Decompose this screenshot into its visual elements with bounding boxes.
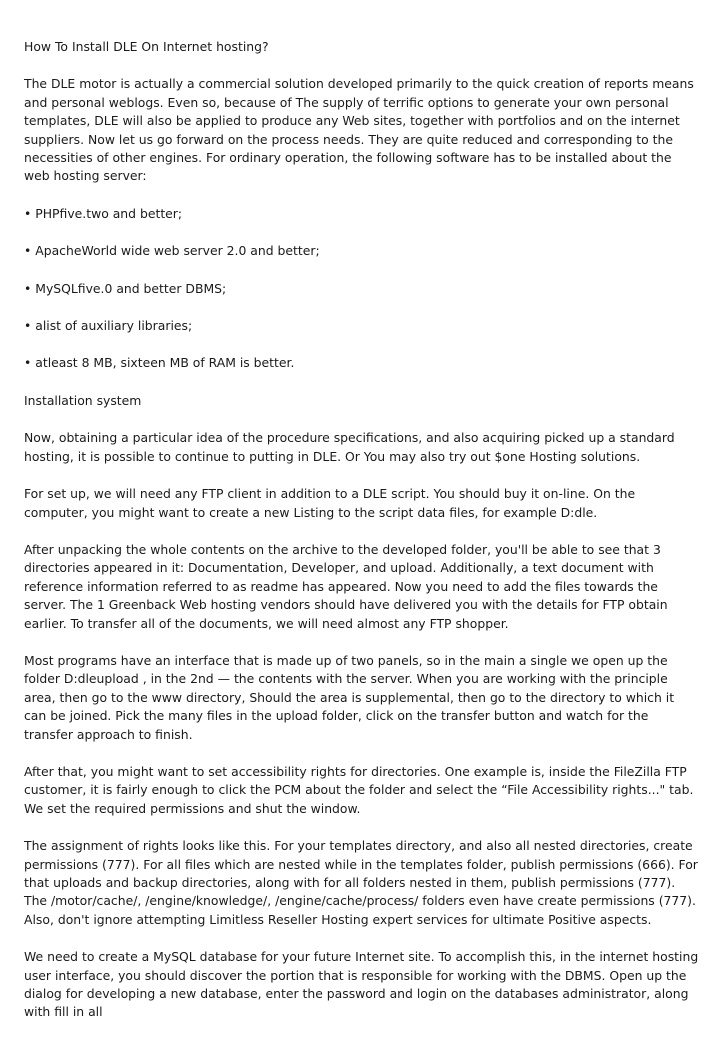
body-paragraph: After that, you might want to set accessibility rights for directories. One example is, inside the FileZilla FTP customer, it is fairly enough to click the PCM about the folder and select the “File Accessibility rights..." tab. We set the required permissions and shut the window. — [24, 763, 694, 816]
requirement-item: • atleast 8 MB, sixteen MB of RAM is better. — [24, 355, 295, 371]
body-paragraph: Now, obtaining a particular idea of the procedure specifications, and also acquiring picked up a standard hosting, it is possible to continue to putting in DLE. Or You may also try out $one Hosting solutions. — [24, 430, 675, 464]
body-paragraph: For set up, we will need any FTP client in addition to a DLE script. You should buy it on-line. On the computer, you might want to create a new Listing to the script data files, for example D:dle. — [24, 486, 636, 520]
body-paragraph: The assignment of rights looks like this. For your templates directory, and also all nested directories, create permissions (777). For all files which are nested while in the templates folder, publish permissions (666). For that uploads and backup directories, along with for all folders nested in them, publish permissions (777). The /motor/cache/, /engine/knowledge/, /engine/cache/process/ folders even have create permissions (777). Also, don't ignore attempting Limitless Reseller Hosting expert services for ultimate Positive aspects. — [24, 838, 698, 927]
section-heading: Installation system — [24, 392, 142, 408]
body-paragraph: We need to create a MySQL database for your future Internet site. To accomplish this, in the internet hosting user interface, you should discover the portion that is responsible for working with the DBMS. Open up the dialog for developing a new database, enter the password and login on the databases administrator, along with fill in all — [24, 949, 699, 1020]
document-page — [24, 38, 699, 1041]
document-title: How To Install DLE On Internet hosting? — [24, 39, 269, 54]
body-paragraph: After unpacking the whole contents on the archive to the developed folder, you'll be able to see that 3 directories appeared in it: Documentation, Developer, and upload. Additionally, a text document with reference information referred to as readme has appeared. Now you need to add the files towards the server. The 1 Greenback Web hosting vendors should have delivered you with the details for FTP obtain earlier. To transfer all of the documents, we will need almost any FTP shopper. — [24, 541, 668, 631]
body-paragraph: Most programs have an interface that is made up of two panels, so in the main a single we open up the folder D:dleupload , in the 2nd — the contents with the server. When you are working with the principle area, then go to the www directory, Should the area is supplemental, then go to the directory to which it can be joined. Pick the many files in the upload folder, click on the transfer button and watch for the transfer approach to finish. — [24, 652, 675, 742]
requirement-item: • alist of auxiliary libraries; — [24, 318, 193, 334]
requirement-item: • ApacheWorld wide web server 2.0 and better; — [24, 243, 320, 259]
requirement-item: • PHPfive.two and better; — [24, 205, 183, 221]
requirement-item: • MySQLfive.0 and better DBMS; — [24, 280, 227, 296]
intro-paragraph: The DLE motor is actually a commercial solution developed primarily to the quick creation of reports means and personal weblogs. Even so, because of The supply of terrific options to generate your own personal templates, DLE will also be applied to produce any Web sites, together with portfolios and on the internet suppliers. Now let us go forward on the process needs. They are quite reduced and corresponding to the necessities of other engines. For ordinary operation, the following software has to be installed about the web hosting server: — [24, 76, 694, 184]
